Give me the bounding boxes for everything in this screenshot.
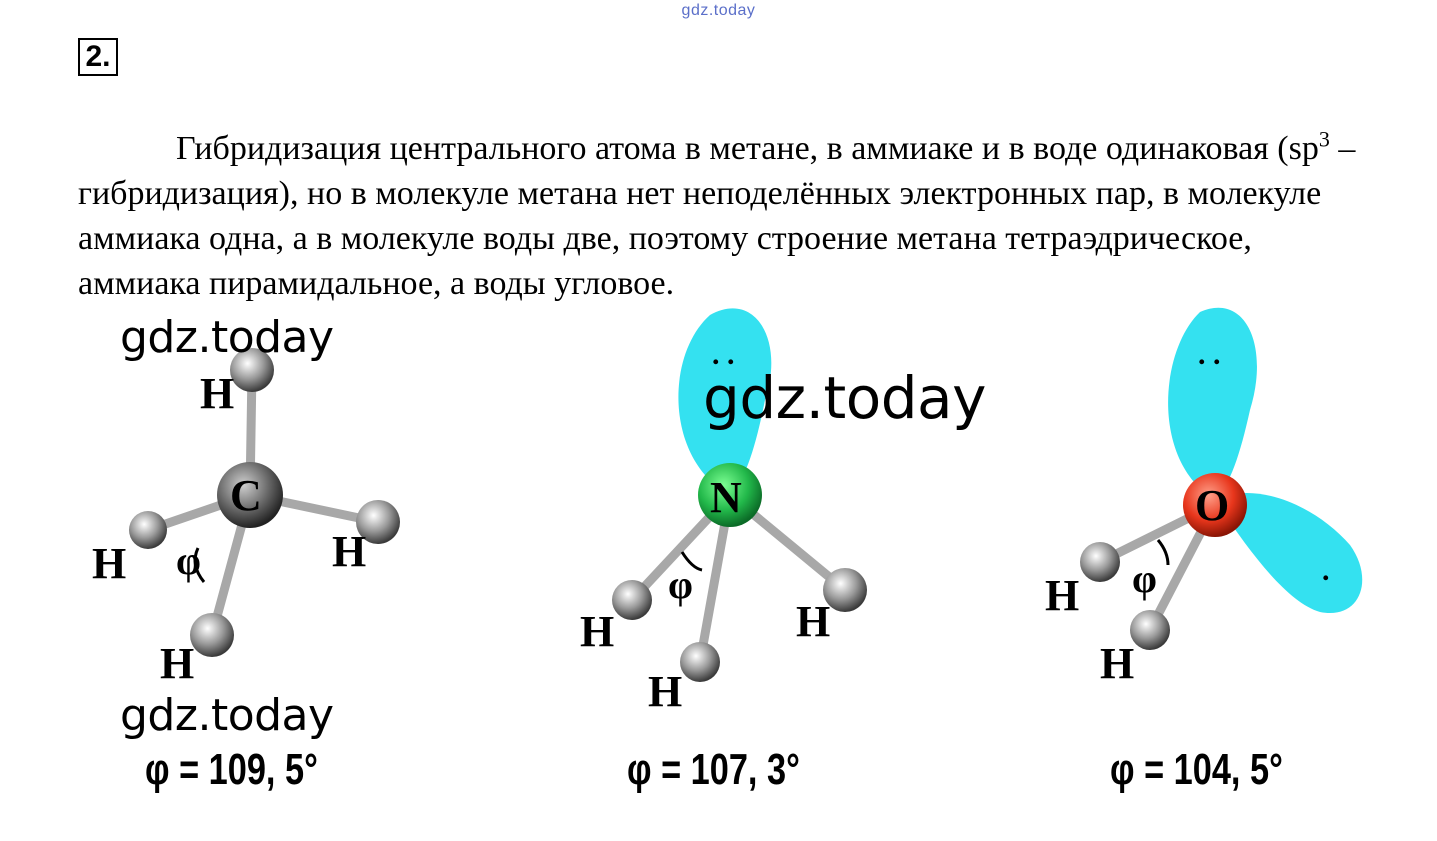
h-label-top: H (200, 369, 235, 418)
watermark-3: gdz.today (703, 364, 986, 432)
h-label-right: H (796, 597, 831, 646)
phi-label: φ (668, 562, 693, 607)
ammonia-molecule (570, 300, 890, 720)
lone-pair-dots-top: . . (1198, 338, 1221, 371)
hydrogen-atom-bottom (680, 642, 720, 682)
top-watermark: gdz.today (681, 2, 756, 19)
water-angle: φ = 104, 5° (1110, 745, 1283, 794)
h-label-left: H (580, 607, 615, 656)
hydrogen-atom-left (129, 511, 167, 549)
lone-pair-dots: . . (712, 338, 735, 371)
h-label-left: H (92, 539, 127, 588)
paragraph-superscript: 3 (1318, 126, 1330, 152)
water-molecule (1040, 300, 1380, 700)
hydrogen-atom-bottom (190, 613, 234, 657)
h-label-right: H (332, 527, 367, 576)
lone-pair-lobe-top (1168, 308, 1257, 500)
methane-molecule (80, 330, 440, 700)
task-number: 2. (78, 38, 118, 76)
carbon-label: C (230, 471, 262, 520)
methane-angle: φ = 109, 5° (145, 745, 318, 794)
nitrogen-label: N (710, 473, 742, 522)
paragraph-part2: – гибридизация), но в молекуле метана нет неподелённых электронных пар, в молекуле аммиака одна, а в молекуле воды две, поэтому строение метана тетраэдрическое, аммиака пирамидальное, а воды угловое. (78, 130, 1356, 302)
phi-label: φ (176, 538, 201, 583)
h-label-bottom: H (160, 639, 195, 688)
hydrogen-atom-left (1080, 542, 1120, 582)
lone-pair-dots-right: . (1322, 554, 1330, 587)
hydrogen-atom-left (612, 580, 652, 620)
phi-label: φ (1132, 556, 1157, 601)
h-label-left: H (1045, 571, 1080, 620)
h-label-bottom: H (648, 667, 683, 716)
watermark-2: gdz.today (120, 690, 334, 741)
oxygen-label: O (1195, 481, 1230, 530)
watermark-1: gdz.today (120, 312, 334, 363)
h-label-bottom: H (1100, 639, 1135, 688)
paragraph-part1: Гибридизация центрального атома в метане, в аммиаке и в воде одинаковая (sp (176, 130, 1319, 167)
hydrogen-atom-bottom (1130, 610, 1170, 650)
ammonia-angle: φ = 107, 3° (627, 745, 800, 794)
explanation-paragraph (78, 126, 1378, 306)
